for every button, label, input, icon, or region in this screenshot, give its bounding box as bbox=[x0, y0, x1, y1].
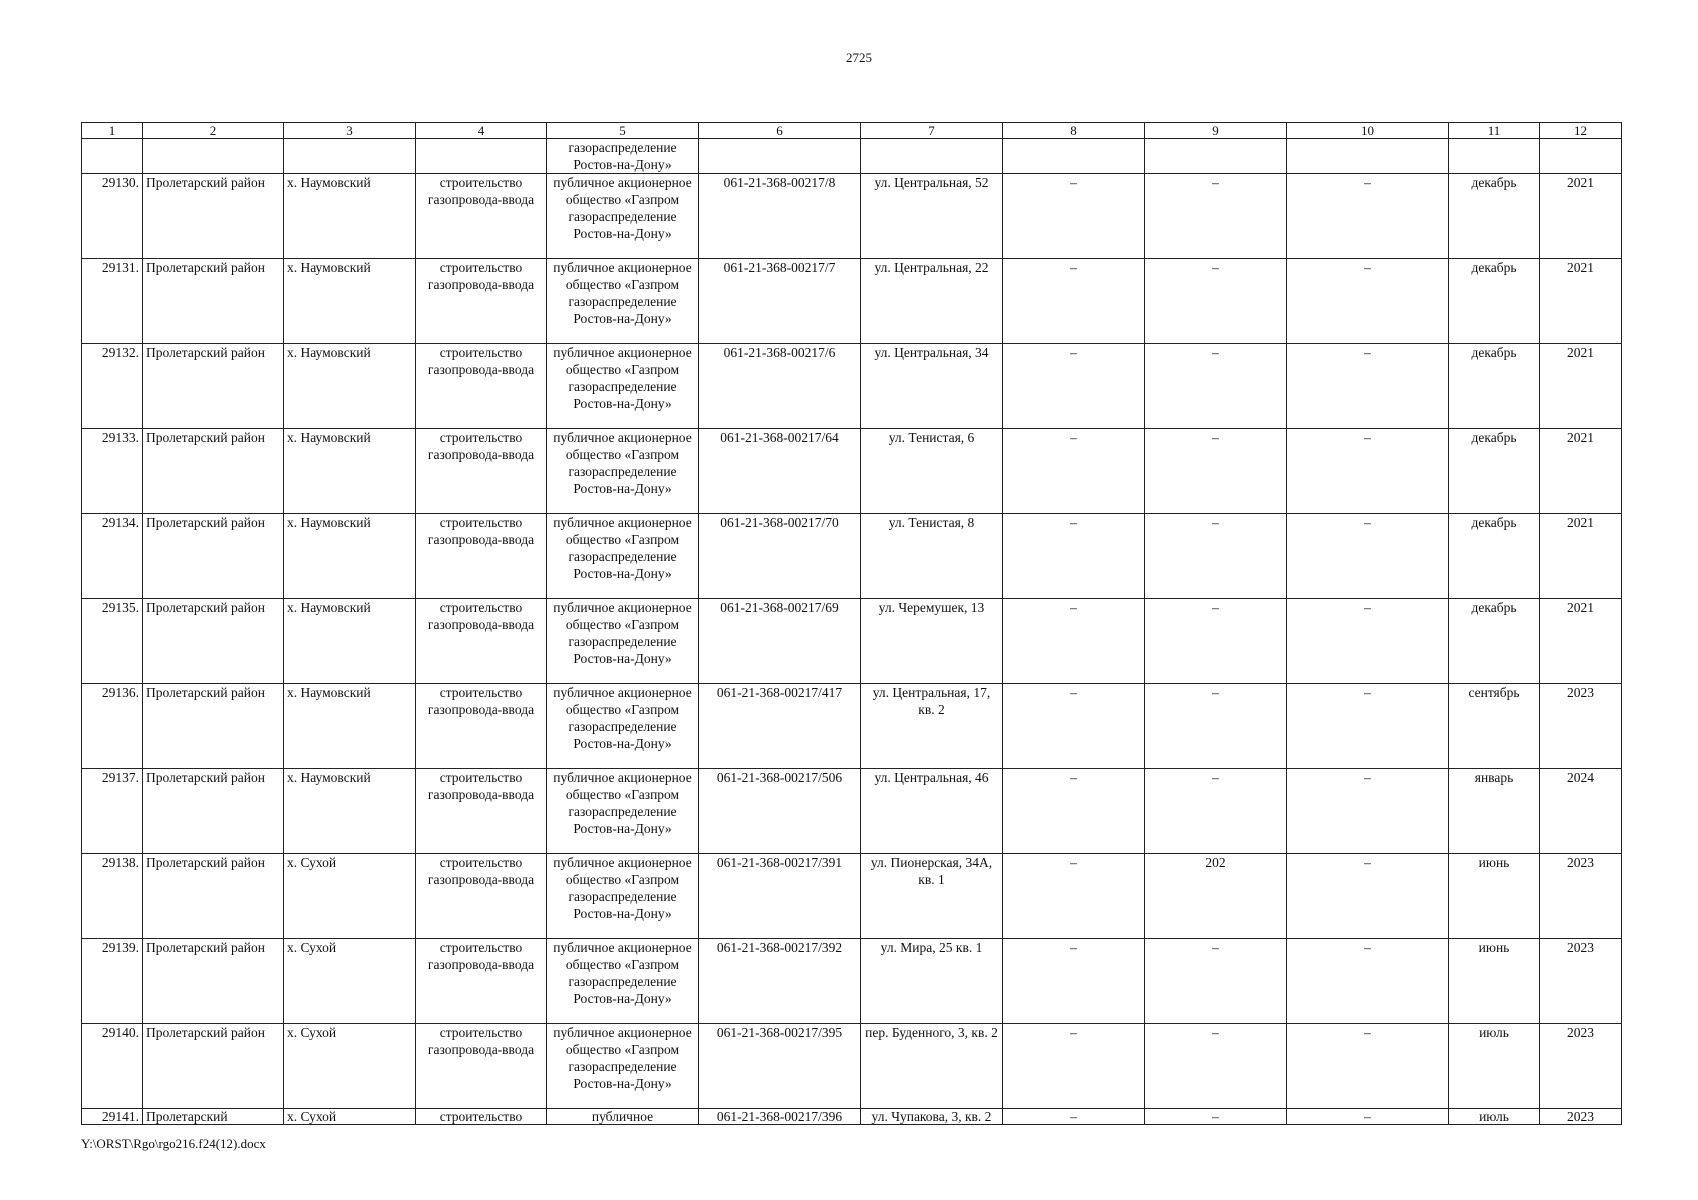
district-cell: Пролетарский район bbox=[143, 1024, 284, 1109]
table-row bbox=[82, 514, 1622, 599]
registry-code-cell: 061-21-368-00217/395 bbox=[699, 1024, 861, 1109]
work-type-cell: строительство газопровода-ввода bbox=[416, 344, 547, 429]
year-cell: 2021 bbox=[1540, 344, 1622, 429]
table-row bbox=[82, 939, 1622, 1024]
month-cell: июнь bbox=[1449, 939, 1540, 1024]
column-number: 11 bbox=[1449, 123, 1540, 139]
organization-cell: публичное акционерное общество «Газпром газораспределение Ростов-на-Дону» bbox=[547, 1024, 699, 1109]
registry-code-cell: 061-21-368-00217/417 bbox=[699, 684, 861, 769]
month-cell: декабрь bbox=[1449, 174, 1540, 259]
month-cell: январь bbox=[1449, 769, 1540, 854]
row-number-cell: 29141. bbox=[82, 1109, 143, 1125]
organization-cell: публичное bbox=[547, 1109, 699, 1125]
column-10-cell: – bbox=[1287, 174, 1449, 259]
year-cell: 2023 bbox=[1540, 939, 1622, 1024]
month-cell: сентябрь bbox=[1449, 684, 1540, 769]
column-9-cell: – bbox=[1145, 769, 1287, 854]
district-cell: Пролетарский район bbox=[143, 429, 284, 514]
column-number: 1 bbox=[82, 123, 143, 139]
column-10-cell: – bbox=[1287, 939, 1449, 1024]
column-number: 7 bbox=[861, 123, 1003, 139]
column-number: 4 bbox=[416, 123, 547, 139]
column-10-cell: – bbox=[1287, 514, 1449, 599]
column-8-cell: – bbox=[1003, 854, 1145, 939]
year-cell: 2021 bbox=[1540, 174, 1622, 259]
year-cell: 2021 bbox=[1540, 599, 1622, 684]
column-9-cell: – bbox=[1145, 259, 1287, 344]
settlement-cell: х. Сухой bbox=[284, 1024, 416, 1109]
organization-cell: публичное акционерное общество «Газпром газораспределение Ростов-на-Дону» bbox=[547, 174, 699, 259]
table-row bbox=[82, 429, 1622, 514]
district-cell: Пролетарский район bbox=[143, 344, 284, 429]
work-type-cell: строительство газопровода-ввода bbox=[416, 429, 547, 514]
district-cell: Пролетарский район bbox=[143, 599, 284, 684]
year-cell: 2021 bbox=[1540, 429, 1622, 514]
column-number: 3 bbox=[284, 123, 416, 139]
month-cell: декабрь bbox=[1449, 344, 1540, 429]
column-9-cell: – bbox=[1145, 429, 1287, 514]
work-type-cell: строительство газопровода-ввода bbox=[416, 684, 547, 769]
address-cell: ул. Центральная, 17, кв. 2 bbox=[861, 684, 1003, 769]
table-row bbox=[82, 1109, 1622, 1125]
column-10-cell: – bbox=[1287, 854, 1449, 939]
registry-code-cell: 061-21-368-00217/8 bbox=[699, 174, 861, 259]
organization-cell: публичное акционерное общество «Газпром газораспределение Ростов-на-Дону» bbox=[547, 769, 699, 854]
address-cell: ул. Тенистая, 8 bbox=[861, 514, 1003, 599]
column-8-cell: – bbox=[1003, 599, 1145, 684]
settlement-cell: х. Наумовский bbox=[284, 259, 416, 344]
year-cell: 2021 bbox=[1540, 259, 1622, 344]
table-row bbox=[82, 1024, 1622, 1109]
work-type-cell: строительство газопровода-ввода bbox=[416, 939, 547, 1024]
column-8-cell: – bbox=[1003, 174, 1145, 259]
row-number-cell: 29140. bbox=[82, 1024, 143, 1109]
settlement-cell: х. Наумовский bbox=[284, 429, 416, 514]
district-cell: Пролетарский район bbox=[143, 854, 284, 939]
year-cell: 2023 bbox=[1540, 1109, 1622, 1125]
address-cell: ул. Пионерская, 34А, кв. 1 bbox=[861, 854, 1003, 939]
year-cell: 2023 bbox=[1540, 1024, 1622, 1109]
district-cell: Пролетарский район bbox=[143, 174, 284, 259]
registry-code-cell: 061-21-368-00217/7 bbox=[699, 259, 861, 344]
column-10-cell: – bbox=[1287, 259, 1449, 344]
registry-code-cell: 061-21-368-00217/64 bbox=[699, 429, 861, 514]
settlement-cell: х. Наумовский bbox=[284, 769, 416, 854]
column-number-row bbox=[82, 123, 1622, 139]
register-table bbox=[81, 122, 1622, 1125]
row-number-cell: 29139. bbox=[82, 939, 143, 1024]
registry-code-cell: 061-21-368-00217/506 bbox=[699, 769, 861, 854]
column-number: 5 bbox=[547, 123, 699, 139]
table-row bbox=[82, 599, 1622, 684]
settlement-cell: х. Наумовский bbox=[284, 174, 416, 259]
column-8-cell: – bbox=[1003, 429, 1145, 514]
column-9-cell: – bbox=[1145, 599, 1287, 684]
row-number-cell: 29130. bbox=[82, 174, 143, 259]
month-cell: июнь bbox=[1449, 854, 1540, 939]
row-number-cell: 29138. bbox=[82, 854, 143, 939]
table-row bbox=[82, 769, 1622, 854]
row-number-cell: 29133. bbox=[82, 429, 143, 514]
column-number: 12 bbox=[1540, 123, 1622, 139]
month-cell: июль bbox=[1449, 1024, 1540, 1109]
district-cell: Пролетарский район bbox=[143, 939, 284, 1024]
work-type-cell: строительство газопровода-ввода bbox=[416, 174, 547, 259]
work-type-cell: строительство газопровода-ввода bbox=[416, 854, 547, 939]
address-cell: пер. Буденного, 3, кв. 2 bbox=[861, 1024, 1003, 1109]
page-number: 2725 bbox=[846, 50, 872, 65]
address-cell: ул. Центральная, 46 bbox=[861, 769, 1003, 854]
row-number-cell: 29135. bbox=[82, 599, 143, 684]
column-9-cell: – bbox=[1145, 1024, 1287, 1109]
address-cell: ул. Чупакова, 3, кв. 2 bbox=[861, 1109, 1003, 1125]
work-type-cell: строительство bbox=[416, 1109, 547, 1125]
row-number-cell: 29137. bbox=[82, 769, 143, 854]
column-10-cell: – bbox=[1287, 1109, 1449, 1125]
column-10-cell: – bbox=[1287, 684, 1449, 769]
column-8-cell: – bbox=[1003, 1109, 1145, 1125]
continued-row bbox=[82, 139, 1622, 174]
column-9-cell: – bbox=[1145, 939, 1287, 1024]
column-10-cell: – bbox=[1287, 599, 1449, 684]
address-cell: ул. Центральная, 34 bbox=[861, 344, 1003, 429]
district-cell: Пролетарский bbox=[143, 1109, 284, 1125]
work-type-cell: строительство газопровода-ввода bbox=[416, 259, 547, 344]
organization-cell: публичное акционерное общество «Газпром газораспределение Ростов-на-Дону» bbox=[547, 344, 699, 429]
month-cell: декабрь bbox=[1449, 599, 1540, 684]
settlement-cell: х. Наумовский bbox=[284, 514, 416, 599]
organization-cell: публичное акционерное общество «Газпром газораспределение Ростов-на-Дону» bbox=[547, 429, 699, 514]
organization-cell: газораспределение Ростов-на-Дону» bbox=[547, 139, 699, 174]
registry-code-cell: 061-21-368-00217/396 bbox=[699, 1109, 861, 1125]
month-cell: декабрь bbox=[1449, 514, 1540, 599]
district-cell: Пролетарский район bbox=[143, 514, 284, 599]
table-row bbox=[82, 684, 1622, 769]
month-cell: июль bbox=[1449, 1109, 1540, 1125]
table-row bbox=[82, 854, 1622, 939]
organization-cell: публичное акционерное общество «Газпром газораспределение Ростов-на-Дону» bbox=[547, 599, 699, 684]
district-cell: Пролетарский район bbox=[143, 684, 284, 769]
settlement-cell: х. Сухой bbox=[284, 939, 416, 1024]
settlement-cell: х. Сухой bbox=[284, 1109, 416, 1125]
year-cell: 2021 bbox=[1540, 514, 1622, 599]
address-cell: ул. Черемушек, 13 bbox=[861, 599, 1003, 684]
year-cell: 2023 bbox=[1540, 684, 1622, 769]
month-cell: декабрь bbox=[1449, 259, 1540, 344]
column-8-cell: – bbox=[1003, 514, 1145, 599]
column-number: 2 bbox=[143, 123, 284, 139]
district-cell: Пролетарский район bbox=[143, 769, 284, 854]
district-cell: Пролетарский район bbox=[143, 259, 284, 344]
column-8-cell: – bbox=[1003, 344, 1145, 429]
column-8-cell: – bbox=[1003, 769, 1145, 854]
table-row bbox=[82, 344, 1622, 429]
column-8-cell: – bbox=[1003, 684, 1145, 769]
footer-file-path: Y:\ORST\Rgo\rgo216.f24(12).docx bbox=[81, 1136, 266, 1151]
work-type-cell: строительство газопровода-ввода bbox=[416, 514, 547, 599]
address-cell: ул. Центральная, 52 bbox=[861, 174, 1003, 259]
organization-cell: публичное акционерное общество «Газпром газораспределение Ростов-на-Дону» bbox=[547, 259, 699, 344]
column-number: 10 bbox=[1287, 123, 1449, 139]
year-cell: 2023 bbox=[1540, 854, 1622, 939]
column-10-cell: – bbox=[1287, 344, 1449, 429]
column-9-cell: – bbox=[1145, 1109, 1287, 1125]
registry-code-cell: 061-21-368-00217/6 bbox=[699, 344, 861, 429]
column-10-cell: – bbox=[1287, 1024, 1449, 1109]
work-type-cell: строительство газопровода-ввода bbox=[416, 599, 547, 684]
column-10-cell: – bbox=[1287, 769, 1449, 854]
column-8-cell: – bbox=[1003, 259, 1145, 344]
registry-code-cell: 061-21-368-00217/69 bbox=[699, 599, 861, 684]
settlement-cell: х. Наумовский bbox=[284, 344, 416, 429]
address-cell: ул. Центральная, 22 bbox=[861, 259, 1003, 344]
column-9-cell: – bbox=[1145, 344, 1287, 429]
settlement-cell: х. Наумовский bbox=[284, 684, 416, 769]
column-9-cell: – bbox=[1145, 174, 1287, 259]
organization-cell: публичное акционерное общество «Газпром газораспределение Ростов-на-Дону» bbox=[547, 684, 699, 769]
organization-cell: публичное акционерное общество «Газпром газораспределение Ростов-на-Дону» bbox=[547, 939, 699, 1024]
column-9-cell: – bbox=[1145, 684, 1287, 769]
work-type-cell: строительство газопровода-ввода bbox=[416, 1024, 547, 1109]
table-row bbox=[82, 174, 1622, 259]
column-10-cell: – bbox=[1287, 429, 1449, 514]
row-number-cell: 29134. bbox=[82, 514, 143, 599]
month-cell: декабрь bbox=[1449, 429, 1540, 514]
organization-cell: публичное акционерное общество «Газпром газораспределение Ростов-на-Дону» bbox=[547, 854, 699, 939]
address-cell: ул. Тенистая, 6 bbox=[861, 429, 1003, 514]
organization-cell: публичное акционерное общество «Газпром газораспределение Ростов-на-Дону» bbox=[547, 514, 699, 599]
settlement-cell: х. Сухой bbox=[284, 854, 416, 939]
column-9-cell: 202 bbox=[1145, 854, 1287, 939]
column-number: 6 bbox=[699, 123, 861, 139]
row-number-cell: 29132. bbox=[82, 344, 143, 429]
registry-code-cell: 061-21-368-00217/70 bbox=[699, 514, 861, 599]
column-9-cell: – bbox=[1145, 514, 1287, 599]
registry-code-cell: 061-21-368-00217/392 bbox=[699, 939, 861, 1024]
registry-code-cell: 061-21-368-00217/391 bbox=[699, 854, 861, 939]
table-row bbox=[82, 259, 1622, 344]
column-8-cell: – bbox=[1003, 939, 1145, 1024]
row-number-cell: 29136. bbox=[82, 684, 143, 769]
column-number: 9 bbox=[1145, 123, 1287, 139]
row-number-cell: 29131. bbox=[82, 259, 143, 344]
address-cell: ул. Мира, 25 кв. 1 bbox=[861, 939, 1003, 1024]
column-8-cell: – bbox=[1003, 1024, 1145, 1109]
year-cell: 2024 bbox=[1540, 769, 1622, 854]
column-number: 8 bbox=[1003, 123, 1145, 139]
work-type-cell: строительство газопровода-ввода bbox=[416, 769, 547, 854]
settlement-cell: х. Наумовский bbox=[284, 599, 416, 684]
